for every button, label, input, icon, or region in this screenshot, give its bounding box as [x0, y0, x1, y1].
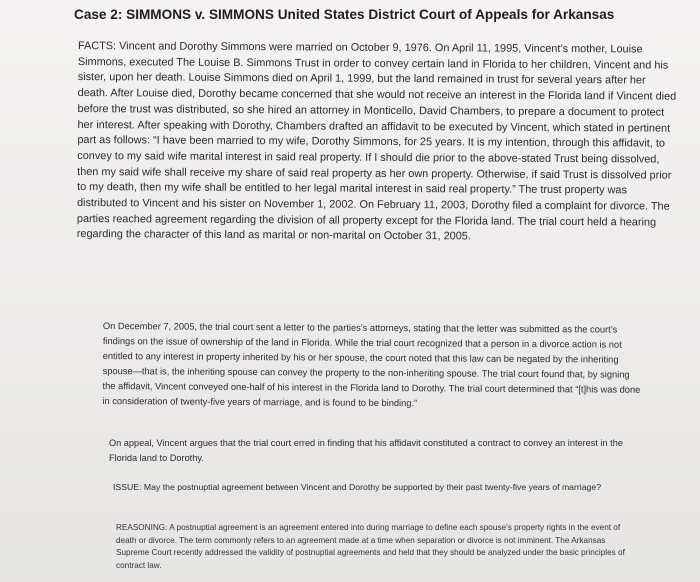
- facts-paragraph: FACTS: Vincent and Dorothy Simmons were married on October 9, 1976. On April 11, 1995, Vincent’s mother, Louise Simmons, executed The Louise B. Simmons Trust in order to convey certain land in Florida to her children, Vincent and his sister, upon her death. Louise Simmons died on April 1, 1999, but the land remained in trust for several years after her death. After Louise died, Dorothy became concerned that she would not receive an interest in the Florida land if Vincent died before the trust was distributed, so she hired an attorney in Monticello, David Chambers, to prepare a document to protect her interest. After speaking with Dorothy, Chambers drafted an affidavit to be executed by Vincent, which stated in pertinent part as follows: “I have been married to my wife, Dorothy Simmons, for 25 years. It is my intention, through this affidavit, to convey to my said wife marital interest in said real property. If I should die prior to the above-stated Trust being dissolved, then my said wife shall receive my share of said real property as her own property. Otherwise, if said Trust is dissolved prior to my death, then my wife shall be entitled to her legal marital interest in said real property.” The trust property was distributed to Vincent and his sister on November 1, 2002. On February 11, 2003, Dorothy filed a complaint for divorce. The parties reached agreement regarding the division of all property except for the Florida land. The trial court held a hearing regarding the character of this land as marital or non-marital on October 31, 2005.: [76, 39, 677, 243]
- appeal-paragraph: On appeal, Vincent argues that the trial court erred in finding that his affidavit constituted a contract to convey an interest in the Florida land to Dorothy.: [109, 438, 623, 463]
- reasoning-paragraph: REASONING: A postnuptial agreement is an agreement entered into during marriage to define each spouse’s property rights in the event of death or divorce. The term commonly refers to an agreement made at a time when separation or divorce is not imminent. The Arkansas Supreme Court recently addressed the validity of postnuptial agreements and held that they should be analyzed under the basic principles of contract law.: [116, 523, 625, 570]
- issue-paragraph: ISSUE: May the postnuptial agreement between Vincent and Dorothy be supported by their past twenty-five years of marriage?: [113, 482, 602, 492]
- trial-court-ruling-paragraph: On December 7, 2005, the trial court sent a letter to the parties’s attorneys, stating that the letter was submitted as the court’s findings on the issue of ownership of the land in Florida. While the trial court recognized that a person in a divorce action is not entitled to any interest in property inherited by his or her spouse, the court noted that this law can be negated by the inheriting spouse—that is, the inheriting spouse can convey the property to the non-inheriting spouse. The trial court found that, by signing the affidavit, Vincent conveyed one-half of his interest in the Florida land to Dorothy. The trial court determined that “[t]his was done in consideration of twenty-five years of marriage, and is found to be binding.”: [102, 320, 641, 408]
- case-title: Case 2: SIMMONS v. SIMMONS United States District Court of Appeals for Arkansas: [74, 7, 615, 22]
